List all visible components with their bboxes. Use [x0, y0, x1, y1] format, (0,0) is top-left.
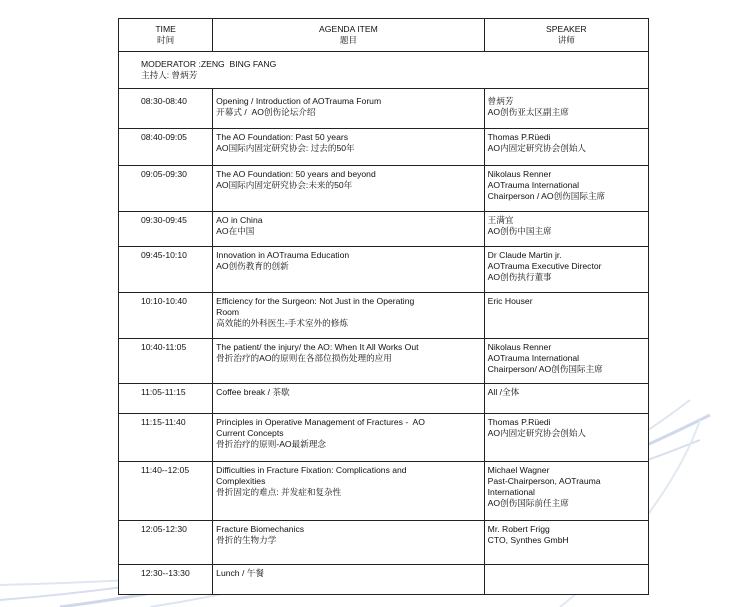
- agenda-row: [119, 89, 649, 129]
- time-text: 11:15-11:40: [141, 417, 186, 427]
- agenda-row: [119, 462, 649, 521]
- speaker-cell: [484, 129, 648, 166]
- time-cell: [119, 414, 213, 462]
- agenda-item-line: Lunch / 午餐: [216, 568, 264, 578]
- time-cell: [119, 247, 213, 293]
- agenda-item-line: Current Concepts: [216, 428, 284, 438]
- agenda-table: [118, 18, 649, 595]
- agenda-item-line: Efficiency for the Surgeon: Not Just in the Operating: [216, 296, 415, 306]
- time-cell: [119, 89, 213, 129]
- speaker-line: AO创伤国际前任主席: [487, 498, 569, 508]
- speaker-line: All /全体: [487, 387, 520, 397]
- agenda-item-line: Coffee break / 茶歇: [216, 387, 290, 397]
- agenda-item-line: 骨折治疗的AO的原则在各部位损伤处理的应用: [216, 353, 392, 363]
- agenda-item-line: Complexities: [216, 476, 266, 486]
- table-header-row: [119, 19, 649, 52]
- speaker-cell: [484, 339, 648, 384]
- agenda-item-cell: [213, 212, 485, 247]
- speaker-line: International: [487, 487, 535, 497]
- speaker-line: 曾炳芳: [487, 96, 514, 106]
- time-text: 11:05-11:15: [141, 387, 186, 397]
- time-cell: [119, 462, 213, 521]
- agenda-item-cell: [213, 384, 485, 414]
- agenda-item-cell: [213, 521, 485, 565]
- speaker-line: AOTrauma International: [487, 180, 580, 190]
- time-cell: [119, 212, 213, 247]
- speaker-line: Thomas P.Rüedi: [487, 417, 551, 427]
- agenda-item-cell: [213, 462, 485, 521]
- time-text: 10:10-10:40: [141, 296, 187, 306]
- time-cell: [119, 293, 213, 339]
- speaker-cell: [484, 462, 648, 521]
- time-text: 08:40-09:05: [141, 132, 187, 142]
- speaker-cell: [484, 414, 648, 462]
- agenda-item-line: 骨折固定的难点: 并发症和复杂性: [216, 487, 342, 497]
- speaker-line: AO创伤执行董事: [487, 272, 552, 282]
- moderator-en: MODERATOR :ZENG BING FANG: [141, 59, 277, 69]
- speaker-cell: [484, 384, 648, 414]
- agenda-row: [119, 521, 649, 565]
- time-cell: [119, 166, 213, 212]
- agenda-item-cell: [213, 247, 485, 293]
- speaker-line: Nikolaus Renner: [487, 169, 552, 179]
- agenda-item-line: AO国际内固定研究协会: 过去的50年: [216, 143, 355, 153]
- agenda-item-line: 骨折的生物力学: [216, 535, 277, 545]
- speaker-line: Chairperson / AO创伤国际主席: [487, 191, 606, 201]
- agenda-item-line: AO创伤教育的创新: [216, 261, 289, 271]
- speaker-line: AOTrauma International: [487, 353, 580, 363]
- agenda-item-line: AO在中国: [216, 226, 255, 236]
- agenda-row: [119, 129, 649, 166]
- agenda-item-cell: [213, 89, 485, 129]
- speaker-cell: [484, 565, 648, 595]
- agenda-item-line: Fracture Biomechanics: [216, 524, 305, 534]
- moderator-row: [119, 52, 649, 89]
- agenda-item-cell: [213, 166, 485, 212]
- agenda-item-line: Principles in Operative Management of Fractures - AO: [216, 417, 425, 427]
- speaker-line: Eric Houser: [487, 296, 533, 306]
- agenda-row: [119, 293, 649, 339]
- agenda-item-line: 开幕式 / AO创伤论坛介绍: [216, 107, 316, 117]
- speaker-cell: [484, 521, 648, 565]
- time-text: 10:40-11:05: [141, 342, 187, 352]
- speaker-cell: [484, 247, 648, 293]
- time-text: 12:30--13:30: [141, 568, 190, 578]
- speaker-line: Dr Claude Martin jr.: [487, 250, 562, 260]
- agenda-item-line: Difficulties in Fracture Fixation: Complications and: [216, 465, 407, 475]
- time-text: 11:40--12:05: [141, 465, 190, 475]
- time-text: 08:30-08:40: [141, 96, 187, 106]
- time-cell: [119, 384, 213, 414]
- agenda-item-line: The AO Foundation: Past 50 years: [216, 132, 349, 142]
- speaker-line: 王满宜: [487, 215, 514, 225]
- agenda-row: [119, 212, 649, 247]
- agenda-item-line: 高效能的外科医生-手术室外的修炼: [216, 318, 348, 328]
- speaker-line: Michael Wagner: [487, 465, 550, 475]
- agenda-row: [119, 339, 649, 384]
- agenda-item-line: The AO Foundation: 50 years and beyond: [216, 169, 376, 179]
- agenda-item-line: Opening / Introduction of AOTrauma Forum: [216, 96, 382, 106]
- agenda-item-line: 骨折治疗的原则-AO最新理念: [216, 439, 326, 449]
- agenda-item-line: The patient/ the injury/ the AO: When It All Works Out: [216, 342, 419, 352]
- moderator-zh: 主持人: 曾炳芳: [141, 70, 198, 80]
- speaker-cell: [484, 166, 648, 212]
- agenda-item-cell: [213, 414, 485, 462]
- speaker-line: CTO, Synthes GmbH: [487, 535, 569, 545]
- speaker-line: Nikolaus Renner: [487, 342, 552, 352]
- time-text: 09:30-09:45: [141, 215, 187, 225]
- time-cell: [119, 521, 213, 565]
- speaker-cell: [484, 212, 648, 247]
- agenda-item-line: Room: [216, 307, 240, 317]
- time-text: 09:45-10:10: [141, 250, 187, 260]
- speaker-line: AO创伤中国主席: [487, 226, 552, 236]
- agenda-item-line: Innovation in AOTrauma Education: [216, 250, 350, 260]
- agenda-item-line: AO国际内固定研究协会:未来的50年: [216, 180, 353, 190]
- speaker-line: Chairperson/ AO创伤国际主席: [487, 364, 603, 374]
- agenda-item-cell: [213, 565, 485, 595]
- agenda-item-line: AO in China: [216, 215, 263, 225]
- time-text: 09:05-09:30: [141, 169, 187, 179]
- agenda-item-cell: [213, 129, 485, 166]
- agenda-row: [119, 384, 649, 414]
- speaker-line: Past-Chairperson, AOTrauma: [487, 476, 601, 486]
- speaker-line: AO内固定研究协会创始人: [487, 143, 587, 153]
- speaker-column-header: SPEAKER 讲师: [484, 19, 648, 52]
- agenda-row: [119, 247, 649, 293]
- speaker-line: AOTrauma Executive Director: [487, 261, 602, 271]
- time-text: 12:05-12:30: [141, 524, 187, 534]
- speaker-line: Thomas P.Rüedi: [487, 132, 551, 142]
- speaker-line: AO内固定研究协会创始人: [487, 428, 587, 438]
- time-cell: [119, 565, 213, 595]
- time-cell: [119, 129, 213, 166]
- agenda-row: [119, 565, 649, 595]
- time-column-header: TIME 时间: [119, 19, 213, 52]
- agenda-item-cell: [213, 293, 485, 339]
- moderator-cell: [119, 52, 649, 89]
- speaker-cell: [484, 293, 648, 339]
- speaker-line: Mr. Robert Frigg: [487, 524, 550, 534]
- speaker-cell: [484, 89, 648, 129]
- agenda-item-column-header: AGENDA ITEM 题目: [213, 19, 485, 52]
- agenda-item-cell: [213, 339, 485, 384]
- agenda-row: [119, 414, 649, 462]
- agenda-row: [119, 166, 649, 212]
- time-cell: [119, 339, 213, 384]
- speaker-line: AO创伤亚太区副主席: [487, 107, 569, 117]
